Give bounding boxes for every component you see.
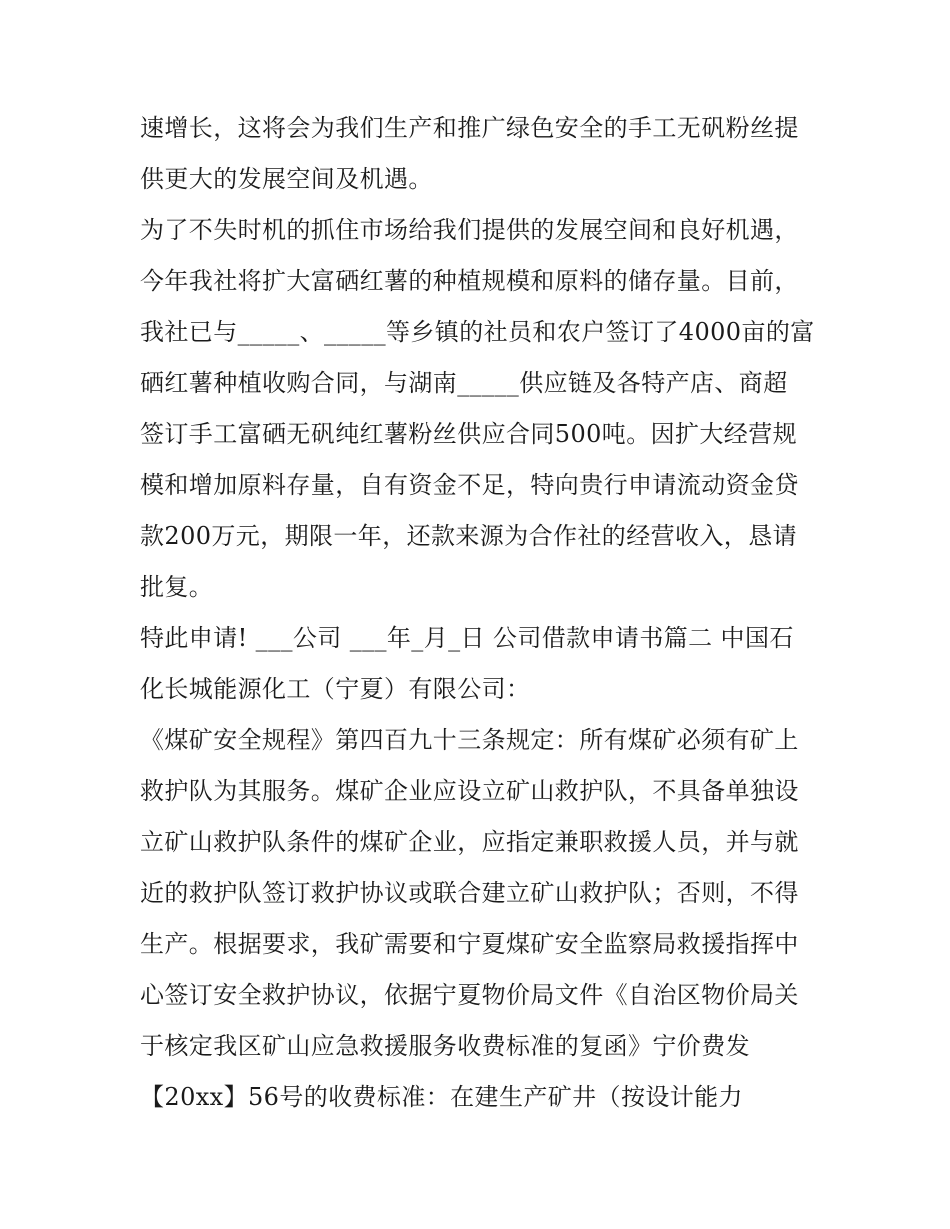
- text-line: 签订手工富硒无矾纯红薯粉丝供应合同500吨。因扩大经营规: [140, 420, 798, 448]
- text-line: 近的救护队签订救护协议或联合建立矿山救护队；否则，不得: [140, 879, 799, 907]
- text-line: 救护队为其服务。煤矿企业应设立矿山救护队，不具备单独设: [140, 777, 799, 805]
- text-line: 生产。根据要求，我矿需要和宁夏煤矿安全监察局救援指挥中: [140, 930, 799, 958]
- text-line: 《煤矿安全规程》第四百九十三条规定：所有煤矿必须有矿上: [140, 726, 799, 754]
- text-line: 化长城能源化工（宁夏）有限公司：: [140, 675, 531, 703]
- text-line: 批复。: [140, 573, 214, 601]
- text-line: 模和增加原料存量，自有资金不足，特向贵行申请流动资金贷: [140, 471, 799, 499]
- text-line: 特此申请! ___公司 ___年_月_日 公司借款申请书篇二 中国石: [140, 624, 794, 652]
- text-line: 我社已与_____、_____等乡镇的社员和农户签订了4000亩的富: [140, 318, 815, 346]
- text-line: 硒红薯种植收购合同，与湖南_____供应链及各特产店、商超: [140, 369, 788, 397]
- text-line: 心签订安全救护协议，依据宁夏物价局文件《自治区物价局关: [140, 981, 799, 1009]
- text-line: 于核定我区矿山应急救援服务收费标准的复函》宁价费发: [140, 1032, 750, 1060]
- text-line: 速增长，这将会为我们生产和推广绿色安全的手工无矾粉丝提: [140, 114, 799, 142]
- body-text: [140, 103, 820, 1123]
- text-line: 款200万元，期限一年，还款来源为合作社的经营收入，恳请: [140, 522, 798, 550]
- text-line: 【20xx】56号的收费标准：在建生产矿井（按设计能力: [140, 1083, 743, 1111]
- text-line: 供更大的发展空间及机遇。: [140, 165, 433, 193]
- text-line: 立矿山救护队条件的煤矿企业，应指定兼职救援人员，并与就: [140, 828, 799, 856]
- text-line: 今年我社将扩大富硒红薯的种植规模和原料的储存量。目前，: [140, 267, 799, 295]
- text-line: 为了不失时机的抓住市场给我们提供的发展空间和良好机遇，: [140, 216, 799, 244]
